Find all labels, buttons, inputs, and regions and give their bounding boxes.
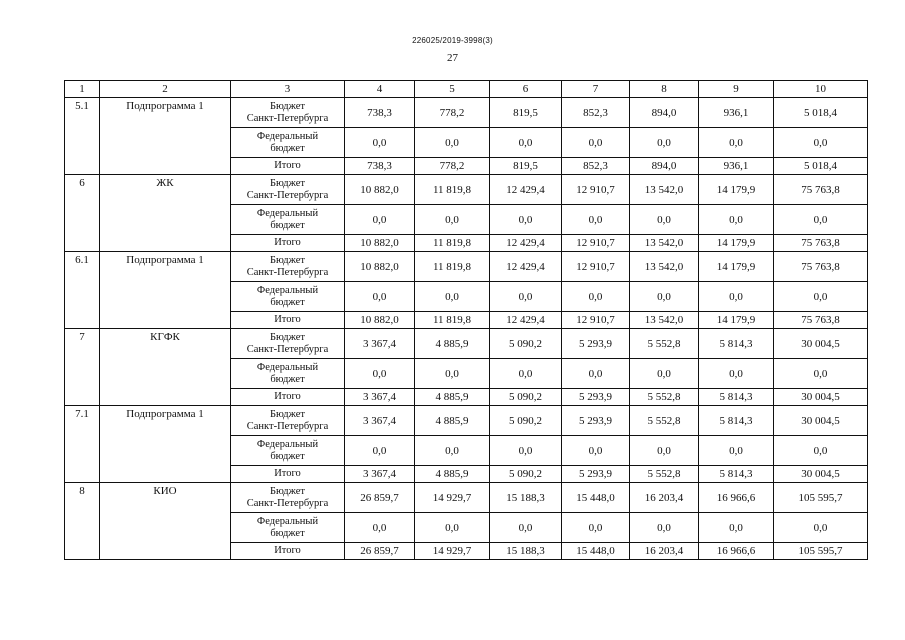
value-cell: 5 090,2 [490, 466, 562, 483]
value-cell: 0,0 [562, 282, 630, 312]
value-cell: 14 929,7 [415, 543, 490, 560]
value-cell: 14 179,9 [699, 312, 774, 329]
value-cell: 10 882,0 [345, 175, 415, 205]
value-cell: 13 542,0 [630, 312, 699, 329]
value-cell: 5 552,8 [630, 389, 699, 406]
value-cell: 0,0 [415, 282, 490, 312]
value-cell: 105 595,7 [774, 543, 868, 560]
value-cell: 16 203,4 [630, 483, 699, 513]
value-cell: 14 179,9 [699, 175, 774, 205]
row-code: 6.1 [65, 252, 100, 329]
value-cell: 11 819,8 [415, 175, 490, 205]
value-cell: 5 293,9 [562, 466, 630, 483]
value-cell: 5 090,2 [490, 329, 562, 359]
value-cell: 4 885,9 [415, 406, 490, 436]
value-cell: 0,0 [630, 282, 699, 312]
column-header: 6 [490, 81, 562, 98]
value-cell: 5 293,9 [562, 389, 630, 406]
value-cell: 105 595,7 [774, 483, 868, 513]
value-cell: 16 966,6 [699, 483, 774, 513]
value-cell: 0,0 [415, 436, 490, 466]
value-cell: 0,0 [562, 128, 630, 158]
program-name: Подпрограмма 1 [100, 252, 231, 329]
column-header: 7 [562, 81, 630, 98]
value-cell: 0,0 [699, 128, 774, 158]
document-registration-number: 226025/2019-3998(3) [412, 36, 493, 45]
column-header: 2 [100, 81, 231, 98]
table-row [65, 406, 868, 436]
value-cell: 75 763,8 [774, 175, 868, 205]
program-name: КГФК [100, 329, 231, 406]
value-cell: 0,0 [630, 436, 699, 466]
page-number: 27 [447, 52, 458, 64]
funding-source: Итого [231, 466, 345, 483]
value-cell: 4 885,9 [415, 466, 490, 483]
value-cell: 5 293,9 [562, 406, 630, 436]
row-code: 6 [65, 175, 100, 252]
funding-source: Федеральный бюджет [231, 359, 345, 389]
value-cell: 4 885,9 [415, 329, 490, 359]
value-cell: 0,0 [630, 359, 699, 389]
value-cell: 0,0 [345, 205, 415, 235]
row-code: 5.1 [65, 98, 100, 175]
value-cell: 0,0 [415, 128, 490, 158]
value-cell: 4 885,9 [415, 389, 490, 406]
value-cell: 0,0 [562, 205, 630, 235]
funding-source: Итого [231, 158, 345, 175]
value-cell: 778,2 [415, 98, 490, 128]
value-cell: 5 814,3 [699, 329, 774, 359]
value-cell: 13 542,0 [630, 235, 699, 252]
value-cell: 15 448,0 [562, 483, 630, 513]
value-cell: 75 763,8 [774, 235, 868, 252]
value-cell: 0,0 [490, 359, 562, 389]
value-cell: 3 367,4 [345, 329, 415, 359]
column-header: 8 [630, 81, 699, 98]
value-cell: 738,3 [345, 98, 415, 128]
row-code: 8 [65, 483, 100, 560]
value-cell: 14 179,9 [699, 252, 774, 282]
value-cell: 0,0 [345, 359, 415, 389]
column-header: 5 [415, 81, 490, 98]
value-cell: 852,3 [562, 98, 630, 128]
value-cell: 0,0 [699, 359, 774, 389]
value-cell: 0,0 [774, 205, 868, 235]
program-name: Подпрограмма 1 [100, 98, 231, 175]
value-cell: 10 882,0 [345, 235, 415, 252]
value-cell: 12 429,4 [490, 175, 562, 205]
funding-source: Итого [231, 389, 345, 406]
row-code: 7 [65, 329, 100, 406]
value-cell: 852,3 [562, 158, 630, 175]
value-cell: 5 090,2 [490, 389, 562, 406]
value-cell: 0,0 [345, 282, 415, 312]
column-header: 3 [231, 81, 345, 98]
value-cell: 12 910,7 [562, 252, 630, 282]
funding-source: Бюджет Санкт-Петербурга [231, 406, 345, 436]
value-cell: 936,1 [699, 158, 774, 175]
value-cell: 0,0 [415, 513, 490, 543]
funding-source: Бюджет Санкт-Петербурга [231, 329, 345, 359]
column-header: 4 [345, 81, 415, 98]
value-cell: 14 929,7 [415, 483, 490, 513]
value-cell: 0,0 [490, 205, 562, 235]
value-cell: 11 819,8 [415, 235, 490, 252]
value-cell: 5 293,9 [562, 329, 630, 359]
value-cell: 5 552,8 [630, 329, 699, 359]
value-cell: 738,3 [345, 158, 415, 175]
program-name: КИО [100, 483, 231, 560]
funding-source: Федеральный бюджет [231, 205, 345, 235]
value-cell: 10 882,0 [345, 252, 415, 282]
value-cell: 3 367,4 [345, 466, 415, 483]
value-cell: 819,5 [490, 98, 562, 128]
value-cell: 5 814,3 [699, 389, 774, 406]
value-cell: 778,2 [415, 158, 490, 175]
column-header: 10 [774, 81, 868, 98]
value-cell: 3 367,4 [345, 406, 415, 436]
value-cell: 0,0 [699, 282, 774, 312]
value-cell: 5 814,3 [699, 406, 774, 436]
value-cell: 12 910,7 [562, 235, 630, 252]
value-cell: 14 179,9 [699, 235, 774, 252]
funding-source: Бюджет Санкт-Петербурга [231, 483, 345, 513]
value-cell: 12 429,4 [490, 252, 562, 282]
value-cell: 75 763,8 [774, 252, 868, 282]
funding-source: Бюджет Санкт-Петербурга [231, 175, 345, 205]
funding-source: Федеральный бюджет [231, 513, 345, 543]
value-cell: 3 367,4 [345, 389, 415, 406]
value-cell: 0,0 [630, 205, 699, 235]
value-cell: 0,0 [415, 205, 490, 235]
value-cell: 30 004,5 [774, 406, 868, 436]
table-row [65, 252, 868, 282]
value-cell: 0,0 [699, 513, 774, 543]
column-header: 1 [65, 81, 100, 98]
value-cell: 5 018,4 [774, 158, 868, 175]
value-cell: 12 910,7 [562, 175, 630, 205]
value-cell: 894,0 [630, 158, 699, 175]
value-cell: 26 859,7 [345, 543, 415, 560]
value-cell: 15 188,3 [490, 543, 562, 560]
program-name: ЖК [100, 175, 231, 252]
value-cell: 15 188,3 [490, 483, 562, 513]
value-cell: 0,0 [699, 205, 774, 235]
value-cell: 0,0 [490, 128, 562, 158]
value-cell: 0,0 [774, 436, 868, 466]
funding-source: Итого [231, 312, 345, 329]
value-cell: 0,0 [490, 436, 562, 466]
value-cell: 11 819,8 [415, 252, 490, 282]
funding-source: Итого [231, 543, 345, 560]
program-name: Подпрограмма 1 [100, 406, 231, 483]
value-cell: 30 004,5 [774, 389, 868, 406]
table-header-row [65, 81, 868, 98]
value-cell: 936,1 [699, 98, 774, 128]
value-cell: 0,0 [774, 128, 868, 158]
value-cell: 0,0 [774, 359, 868, 389]
value-cell: 5 552,8 [630, 406, 699, 436]
table-row [65, 329, 868, 359]
funding-source: Бюджет Санкт-Петербурга [231, 252, 345, 282]
value-cell: 0,0 [630, 513, 699, 543]
value-cell: 5 090,2 [490, 406, 562, 436]
funding-source: Федеральный бюджет [231, 282, 345, 312]
row-code: 7.1 [65, 406, 100, 483]
funding-source: Бюджет Санкт-Петербурга [231, 98, 345, 128]
value-cell: 0,0 [490, 282, 562, 312]
value-cell: 0,0 [562, 359, 630, 389]
value-cell: 12 429,4 [490, 312, 562, 329]
column-header: 9 [699, 81, 774, 98]
value-cell: 0,0 [699, 436, 774, 466]
value-cell: 5 814,3 [699, 466, 774, 483]
value-cell: 16 203,4 [630, 543, 699, 560]
value-cell: 30 004,5 [774, 466, 868, 483]
value-cell: 0,0 [562, 513, 630, 543]
value-cell: 0,0 [345, 436, 415, 466]
table-row [65, 483, 868, 513]
value-cell: 75 763,8 [774, 312, 868, 329]
value-cell: 26 859,7 [345, 483, 415, 513]
value-cell: 5 018,4 [774, 98, 868, 128]
value-cell: 894,0 [630, 98, 699, 128]
value-cell: 11 819,8 [415, 312, 490, 329]
funding-source: Итого [231, 235, 345, 252]
funding-source: Федеральный бюджет [231, 128, 345, 158]
value-cell: 12 429,4 [490, 235, 562, 252]
funding-source: Федеральный бюджет [231, 436, 345, 466]
budget-table [64, 80, 868, 560]
value-cell: 0,0 [415, 359, 490, 389]
value-cell: 0,0 [774, 282, 868, 312]
value-cell: 16 966,6 [699, 543, 774, 560]
value-cell: 12 910,7 [562, 312, 630, 329]
value-cell: 0,0 [490, 513, 562, 543]
value-cell: 10 882,0 [345, 312, 415, 329]
value-cell: 30 004,5 [774, 329, 868, 359]
value-cell: 5 552,8 [630, 466, 699, 483]
value-cell: 0,0 [562, 436, 630, 466]
table-row [65, 98, 868, 128]
value-cell: 13 542,0 [630, 252, 699, 282]
value-cell: 0,0 [774, 513, 868, 543]
value-cell: 0,0 [630, 128, 699, 158]
value-cell: 0,0 [345, 128, 415, 158]
value-cell: 0,0 [345, 513, 415, 543]
value-cell: 819,5 [490, 158, 562, 175]
value-cell: 13 542,0 [630, 175, 699, 205]
value-cell: 15 448,0 [562, 543, 630, 560]
table-row [65, 175, 868, 205]
